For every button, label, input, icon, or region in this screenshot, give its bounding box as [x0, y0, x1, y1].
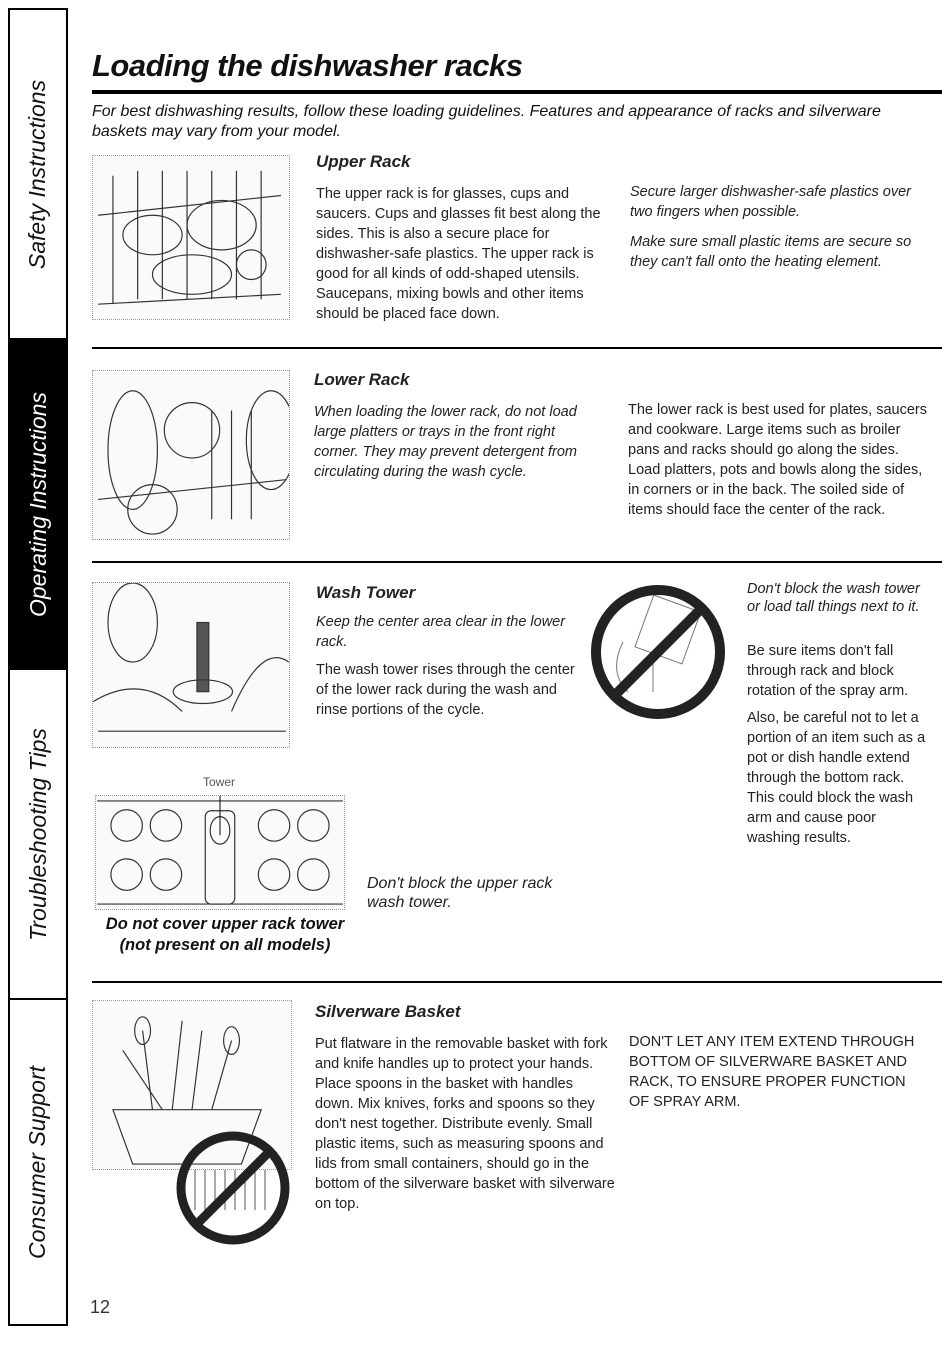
upper-tower-caption: Do not cover upper rack tower (not present on all models): [105, 915, 345, 954]
upper-rack-heading: Upper Rack: [316, 152, 411, 171]
page-title: Loading the dishwasher racks: [92, 48, 523, 83]
tab-safety-instructions[interactable]: Safety Instructions: [10, 10, 66, 340]
wash-tower-body: The wash tower rises through the center of the lower rack during the wash and rinse portions of the cycle.: [316, 662, 575, 718]
tab-operating-instructions[interactable]: Operating Instructions: [10, 340, 66, 670]
wash-tower-note: Keep the center area clear in the lower rack.: [316, 614, 566, 650]
lower-rack-note: When loading the lower rack, do not load large platters or trays in the front right corner. They may prevent detergent from circulating during the wash cycle.: [314, 404, 577, 480]
prohibited-icon: [588, 582, 728, 722]
section-tabs: [8, 8, 68, 1326]
wash-tower-side-note: Don't block the wash tower or load tall things next to it.: [747, 581, 920, 615]
tab-consumer-support[interactable]: Consumer Support: [24, 1065, 51, 1259]
upper-rack-tower-illustration: [95, 795, 345, 910]
divider: [92, 981, 942, 983]
silverware-body: Put flatware in the removable basket with fork and knife handles up to protect your hands. Place spoons in the basket with handles down. Mix knives, forks and spoons so they don't nest together. Distribute evenly. Small plastic items, such as measuring spoons and lids from small containers, should go in the bottom of the silverware basket with silverware on top.: [315, 1036, 615, 1212]
divider: [92, 561, 942, 563]
upper-rack-note-2: Make sure small plastic items are secure so they can't fall onto the heating element.: [630, 234, 912, 270]
silverware-heading: Silverware Basket: [315, 1002, 461, 1021]
lower-rack-heading: Lower Rack: [314, 370, 410, 389]
wash-tower-side-body-2: Also, be careful not to let a portion of an item such as a pot or dish handle extend through the bottom rack. This could block the wash arm and cause poor washing results.: [747, 710, 926, 846]
tower-label: Tower: [203, 775, 236, 789]
upper-tower-note: Don't block the upper rack wash tower.: [367, 875, 553, 911]
lower-rack-body: The lower rack is best used for plates, saucers and cookware. Large items such as broiler pans and racks should go along the sides. Load platters, pots and bowls along the sides, in corners or in the back. The soiled side of items should face the center of the rack.: [628, 402, 927, 518]
tab-troubleshooting-tips[interactable]: Troubleshooting Tips: [10, 670, 66, 1000]
upper-rack-note-1: Secure larger dishwasher-safe plastics over two fingers when possible.: [630, 184, 912, 220]
silverware-warning: DON'T LET ANY ITEM EXTEND THROUGH BOTTOM OF SILVERWARE BASKET AND RACK, TO ENSURE PROPER FUNCTION OF SPRAY ARM.: [629, 1034, 915, 1110]
title-rule: [92, 90, 942, 94]
lower-rack-illustration: [92, 370, 290, 540]
divider: [92, 347, 942, 349]
upper-rack-body: The upper rack is for glasses, cups and saucers. Cups and glasses fit best along the sides. This is also a secure place for dishwasher-safe plastics. The upper rack is good for all kinds of odd-shaped utensils. Saucepans, mixing bowls and other items should be placed face down.: [316, 186, 601, 322]
intro-text: For best dishwashing results, follow these loading guidelines. Features and appearance of racks and silverware baskets may vary from your model.: [92, 103, 881, 140]
page-number: 12: [90, 1297, 111, 1317]
wash-tower-side-body-1: Be sure items don't fall through rack and block rotation of the spray arm.: [747, 643, 909, 699]
wash-tower-illustration: [92, 582, 290, 748]
wash-tower-heading: Wash Tower: [316, 583, 416, 602]
prohibited-icon: [175, 1130, 291, 1246]
upper-rack-illustration: [92, 155, 290, 320]
